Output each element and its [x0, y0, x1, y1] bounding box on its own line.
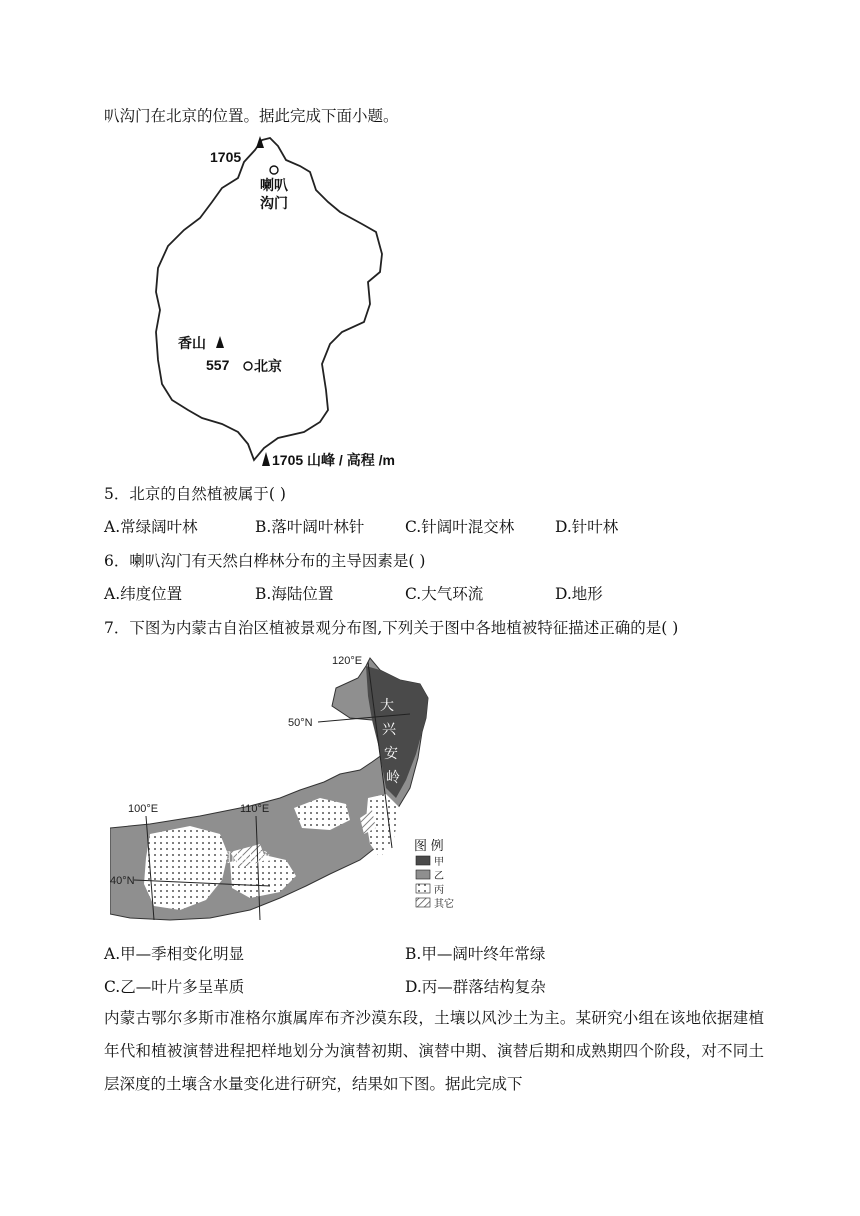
peak-top-icon — [256, 136, 264, 148]
q6-stem: 6．喇叭沟门有天然白桦林分布的主导因素是( ) — [104, 552, 426, 570]
legend-swatch-jia — [416, 856, 430, 865]
q7-option-a[interactable]: A.甲—季相变化明显 — [104, 945, 245, 963]
q5-stem: 5．北京的自然植被属于( ) — [104, 485, 286, 503]
passage-text: 内蒙古鄂尔多斯市准格尔旗属库布齐沙漠东段，土壤以风沙土为主。某研究小组在该地依据建植年代和植被演替进程把样地划分为演替初期、演替中期、演替后期和成熟期四个阶段，对不同土层深度的土壤含水量变化进行研究，结果如下图。据此完成下 — [104, 1009, 764, 1093]
legend-swatch-yi — [416, 870, 430, 879]
q5-option-d[interactable]: D.针叶林 — [555, 518, 619, 536]
legend-swatch-other — [416, 898, 430, 907]
q6-option-a[interactable]: A.纬度位置 — [104, 585, 183, 603]
q6-option-d[interactable]: D.地形 — [555, 585, 603, 603]
inner-mongolia-map — [110, 648, 470, 928]
xiangshan-label: 香山 — [178, 335, 206, 351]
lon-100-label: 100°E — [128, 803, 159, 815]
intro-text: 叭沟门在北京的位置。据此完成下面小题。 — [104, 107, 399, 125]
labamen-marker — [270, 166, 278, 174]
lon-120-label: 120°E — [332, 655, 363, 667]
legend-label-bing: 丙 — [434, 885, 444, 896]
q7-option-c[interactable]: C.乙—叶片多呈革质 — [104, 978, 245, 996]
daxinganling-2: 兴 — [382, 721, 396, 737]
lat-50-label: 50°N — [288, 717, 313, 729]
q5-option-a[interactable]: A.常绿阔叶林 — [104, 518, 198, 536]
legend-peak-icon — [262, 452, 270, 466]
beijing-map — [150, 132, 450, 477]
lon-110-label: 110°E — [240, 803, 270, 815]
beijing-map-legend: 1705 山峰 / 高程 /m — [272, 452, 395, 468]
labamen-label-2: 沟门 — [260, 195, 288, 211]
q7-option-d[interactable]: D.丙—群落结构复杂 — [405, 978, 546, 996]
legend-label-jia: 甲 — [434, 857, 444, 868]
peak-top-label: 1705 — [210, 149, 242, 165]
beijing-label: 北京 — [254, 358, 282, 374]
yinshan-label: 阴山山脉 — [218, 850, 271, 865]
q5-option-b[interactable]: B.落叶阔叶林针 — [255, 518, 365, 536]
legend-swatch-bing — [416, 884, 430, 893]
daxinganling-1: 大 — [380, 697, 394, 713]
daxinganling-4: 岭 — [386, 769, 400, 785]
xiangshan-elev: 557 — [206, 357, 230, 373]
legend-label-yi: 乙 — [434, 871, 444, 882]
xiangshan-peak-icon — [216, 336, 224, 348]
q7-stem: 7．下图为内蒙古自治区植被景观分布图,下列关于图中各地植被特征描述正确的是( ) — [104, 619, 679, 637]
q6-option-c[interactable]: C.大气环流 — [405, 585, 484, 603]
labamen-label-1: 喇叭 — [260, 177, 288, 193]
daxinganling-3: 安 — [384, 745, 398, 761]
legend-label-other: 其它 — [434, 899, 454, 910]
q6-option-b[interactable]: B.海陆位置 — [255, 585, 334, 603]
legend-title: 图 例 — [414, 838, 444, 853]
lat-40-label: 40°N — [110, 875, 135, 887]
q7-option-b[interactable]: B.甲—阔叶终年常绿 — [405, 945, 546, 963]
beijing-marker — [244, 362, 252, 370]
q5-option-c[interactable]: C.针阔叶混交林 — [405, 518, 515, 536]
